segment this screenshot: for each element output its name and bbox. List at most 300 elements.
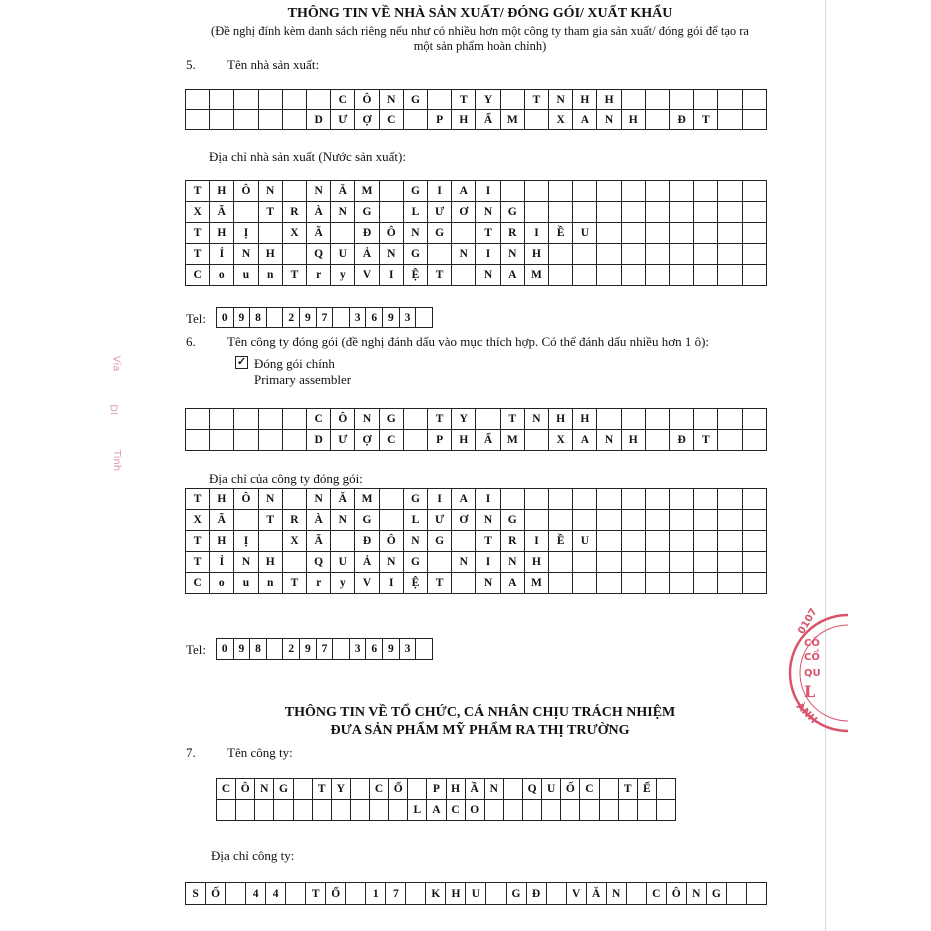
grid-cell: M bbox=[355, 181, 379, 202]
grid-cell: N bbox=[597, 110, 621, 130]
grid-cell: K bbox=[426, 883, 446, 905]
grid-cell: T bbox=[186, 223, 210, 244]
grid-cell: 6 bbox=[366, 308, 383, 328]
grid-cell bbox=[645, 489, 669, 510]
grid-cell: N bbox=[255, 779, 274, 800]
grid-cell: Đ bbox=[526, 883, 546, 905]
grid-row bbox=[186, 489, 767, 510]
grid-cell bbox=[379, 510, 403, 531]
grid-cell: N bbox=[258, 181, 282, 202]
grid-cell: T bbox=[186, 552, 210, 573]
grid-cell: Ế bbox=[637, 779, 656, 800]
grid-cell: y bbox=[331, 265, 355, 286]
grid-cell bbox=[542, 800, 561, 821]
grid-cell: U bbox=[466, 883, 486, 905]
grid-cell bbox=[452, 531, 476, 552]
grid-cell: N bbox=[403, 223, 427, 244]
grid-row bbox=[186, 244, 767, 265]
grid-cell: Ố bbox=[206, 883, 226, 905]
grid-cell: T bbox=[428, 573, 452, 594]
grid-cell: Ã bbox=[307, 223, 331, 244]
grid-cell bbox=[408, 779, 427, 800]
grid-cell: 8 bbox=[250, 639, 267, 660]
grid-cell bbox=[694, 181, 718, 202]
responsible-company-name-grid bbox=[216, 778, 676, 821]
grid-cell: Ả bbox=[355, 244, 379, 265]
grid-cell: R bbox=[500, 531, 524, 552]
grid-cell bbox=[274, 800, 293, 821]
grid-cell: N bbox=[379, 552, 403, 573]
grid-cell bbox=[500, 489, 524, 510]
grid-cell: I bbox=[476, 244, 500, 265]
grid-cell: C bbox=[646, 883, 666, 905]
grid-cell: C bbox=[370, 779, 389, 800]
grid-cell: Ă bbox=[331, 489, 355, 510]
grid-cell bbox=[234, 510, 258, 531]
grid-cell: Ô bbox=[234, 489, 258, 510]
grid-cell bbox=[694, 90, 718, 110]
grid-cell bbox=[186, 430, 210, 451]
grid-cell: Q bbox=[307, 552, 331, 573]
grid-cell: H bbox=[621, 430, 645, 451]
grid-cell bbox=[210, 430, 234, 451]
grid-cell bbox=[580, 800, 599, 821]
grid-cell: I bbox=[379, 573, 403, 594]
grid-cell: G bbox=[706, 883, 726, 905]
grid-cell: I bbox=[428, 181, 452, 202]
grid-cell bbox=[742, 202, 766, 223]
grid-cell bbox=[694, 552, 718, 573]
grid-cell bbox=[742, 181, 766, 202]
primary-assembler-checkbox[interactable]: ✓ bbox=[236, 356, 247, 368]
item5-number: 5. bbox=[186, 57, 196, 72]
grid-cell bbox=[645, 223, 669, 244]
grid-cell bbox=[258, 90, 282, 110]
grid-cell: T bbox=[694, 430, 718, 451]
stamp-text-6: ÀNH bbox=[793, 700, 819, 727]
grid-cell: N bbox=[597, 430, 621, 451]
grid-cell: Ã bbox=[307, 531, 331, 552]
grid-cell: Y bbox=[331, 779, 350, 800]
option-primary-assembler-vi: Đóng gói chính bbox=[254, 356, 335, 371]
grid-cell: À bbox=[307, 510, 331, 531]
grid-cell: Ã bbox=[210, 510, 234, 531]
grid-cell bbox=[476, 409, 500, 430]
grid-cell: N bbox=[331, 510, 355, 531]
grid-cell: H bbox=[573, 409, 597, 430]
grid-cell bbox=[621, 531, 645, 552]
grid-cell bbox=[500, 181, 524, 202]
grid-cell bbox=[524, 430, 548, 451]
grid-cell bbox=[621, 510, 645, 531]
grid-cell bbox=[742, 110, 766, 130]
margin-mark-2: Dl bbox=[107, 404, 119, 415]
grid-cell: C bbox=[379, 430, 403, 451]
margin-mark-3: Tinh bbox=[111, 449, 123, 472]
grid-cell bbox=[597, 202, 621, 223]
grid-cell bbox=[670, 552, 694, 573]
grid-cell: N bbox=[307, 489, 331, 510]
grid-cell bbox=[742, 244, 766, 265]
grid-cell bbox=[645, 244, 669, 265]
grid-cell: Ô bbox=[234, 181, 258, 202]
grid-cell: Q bbox=[307, 244, 331, 265]
grid-cell: N bbox=[452, 552, 476, 573]
grid-cell: 4 bbox=[246, 883, 266, 905]
grid-cell bbox=[718, 244, 742, 265]
grid-cell: G bbox=[274, 779, 293, 800]
grid-cell bbox=[210, 90, 234, 110]
grid-cell: C bbox=[446, 800, 465, 821]
grid-cell bbox=[621, 265, 645, 286]
grid-cell: Ô bbox=[236, 779, 255, 800]
grid-cell bbox=[549, 510, 573, 531]
grid-cell: Y bbox=[452, 409, 476, 430]
grid-cell: H bbox=[549, 409, 573, 430]
grid-cell: 9 bbox=[300, 308, 317, 328]
grid-cell bbox=[718, 90, 742, 110]
grid-cell: X bbox=[186, 510, 210, 531]
grid-cell bbox=[282, 409, 306, 430]
grid-cell: 0 bbox=[217, 308, 234, 328]
grid-cell: G bbox=[428, 223, 452, 244]
grid-cell: Ư bbox=[331, 110, 355, 130]
grid-cell bbox=[379, 489, 403, 510]
grid-cell bbox=[524, 181, 548, 202]
grid-cell bbox=[742, 430, 766, 451]
grid-cell bbox=[618, 800, 637, 821]
grid-cell bbox=[293, 779, 312, 800]
grid-cell bbox=[403, 409, 427, 430]
grid-cell: À bbox=[307, 202, 331, 223]
grid-cell: H bbox=[446, 883, 466, 905]
grid-cell bbox=[379, 181, 403, 202]
grid-cell bbox=[258, 223, 282, 244]
grid-cell: 4 bbox=[266, 883, 286, 905]
grid-cell bbox=[234, 110, 258, 130]
grid-cell bbox=[718, 489, 742, 510]
grid-cell: V bbox=[355, 265, 379, 286]
grid-cell bbox=[549, 552, 573, 573]
grid-cell bbox=[718, 573, 742, 594]
packer-name-grid bbox=[185, 408, 767, 451]
grid-cell: I bbox=[524, 531, 548, 552]
grid-cell bbox=[370, 800, 389, 821]
grid-cell bbox=[670, 409, 694, 430]
grid-cell: N bbox=[476, 573, 500, 594]
grid-cell bbox=[742, 531, 766, 552]
grid-cell bbox=[621, 489, 645, 510]
item6-number: 6. bbox=[186, 334, 196, 349]
grid-cell bbox=[694, 265, 718, 286]
grid-cell: Đ bbox=[355, 223, 379, 244]
grid-cell: T bbox=[500, 409, 524, 430]
grid-cell: M bbox=[500, 430, 524, 451]
grid-cell: D bbox=[307, 110, 331, 130]
grid-row bbox=[217, 779, 676, 800]
grid-cell: T bbox=[476, 531, 500, 552]
grid-cell bbox=[549, 489, 573, 510]
grid-cell bbox=[217, 800, 236, 821]
grid-row bbox=[186, 90, 767, 110]
grid-cell: I bbox=[476, 552, 500, 573]
grid-cell: C bbox=[379, 110, 403, 130]
grid-cell bbox=[621, 90, 645, 110]
grid-cell bbox=[597, 573, 621, 594]
grid-cell bbox=[742, 265, 766, 286]
grid-cell bbox=[428, 90, 452, 110]
grid-cell: S bbox=[186, 883, 206, 905]
grid-cell: 3 bbox=[399, 308, 416, 328]
grid-cell: H bbox=[210, 181, 234, 202]
grid-cell bbox=[573, 202, 597, 223]
item5-label: Tên nhà sản xuất: bbox=[227, 57, 320, 72]
grid-cell bbox=[694, 244, 718, 265]
grid-cell bbox=[573, 265, 597, 286]
grid-cell: U bbox=[573, 223, 597, 244]
grid-cell bbox=[597, 409, 621, 430]
grid-cell bbox=[718, 110, 742, 130]
section1-note-line1: (Đề nghị đính kèm danh sách riêng nếu như có nhiều hơn một công ty tham gia sản xuất/ đóng gói để tạo ra bbox=[211, 24, 749, 38]
grid-cell: Ơ bbox=[452, 202, 476, 223]
grid-cell: G bbox=[403, 90, 427, 110]
grid-cell bbox=[350, 779, 369, 800]
grid-cell bbox=[599, 779, 618, 800]
grid-cell bbox=[307, 90, 331, 110]
grid-cell: Ô bbox=[379, 531, 403, 552]
grid-cell bbox=[670, 573, 694, 594]
grid-cell: Ợ bbox=[355, 430, 379, 451]
company-stamp bbox=[788, 598, 828, 748]
grid-cell bbox=[549, 244, 573, 265]
grid-cell: I bbox=[524, 223, 548, 244]
stamp-text-3: CỔ bbox=[804, 652, 820, 663]
grid-cell: N bbox=[258, 489, 282, 510]
grid-cell: Đ bbox=[355, 531, 379, 552]
grid-cell: I bbox=[379, 265, 403, 286]
grid-cell bbox=[718, 531, 742, 552]
grid-cell: Ị bbox=[234, 223, 258, 244]
grid-cell: Ợ bbox=[355, 110, 379, 130]
grid-row bbox=[217, 800, 676, 821]
grid-cell: G bbox=[403, 244, 427, 265]
grid-cell: A bbox=[500, 265, 524, 286]
grid-cell: o bbox=[210, 265, 234, 286]
grid-cell: N bbox=[484, 779, 503, 800]
grid-cell bbox=[573, 181, 597, 202]
grid-cell: M bbox=[355, 489, 379, 510]
grid-cell bbox=[523, 800, 542, 821]
grid-cell: N bbox=[476, 265, 500, 286]
grid-cell: X bbox=[549, 430, 573, 451]
grid-cell: N bbox=[234, 552, 258, 573]
grid-cell bbox=[742, 573, 766, 594]
grid-cell bbox=[186, 90, 210, 110]
grid-row bbox=[186, 181, 767, 202]
grid-cell bbox=[597, 244, 621, 265]
grid-cell: P bbox=[427, 779, 446, 800]
grid-cell bbox=[621, 202, 645, 223]
grid-row bbox=[186, 573, 767, 594]
grid-cell bbox=[403, 110, 427, 130]
grid-cell bbox=[645, 90, 669, 110]
grid-cell bbox=[718, 552, 742, 573]
grid-cell: r bbox=[307, 573, 331, 594]
grid-cell bbox=[718, 265, 742, 286]
grid-cell: Ầ bbox=[465, 779, 484, 800]
grid-cell: H bbox=[573, 90, 597, 110]
grid-cell bbox=[549, 265, 573, 286]
grid-cell: I bbox=[428, 489, 452, 510]
grid-cell: C bbox=[186, 573, 210, 594]
grid-cell: T bbox=[312, 779, 331, 800]
grid-cell: Ô bbox=[331, 409, 355, 430]
grid-cell: A bbox=[452, 489, 476, 510]
grid-cell: A bbox=[452, 181, 476, 202]
grid-cell: o bbox=[210, 573, 234, 594]
grid-cell bbox=[694, 573, 718, 594]
stamp-text-1: 0107 bbox=[796, 606, 820, 637]
grid-cell: n bbox=[258, 265, 282, 286]
grid-cell: N bbox=[379, 90, 403, 110]
grid-cell bbox=[266, 639, 283, 660]
grid-cell: H bbox=[210, 223, 234, 244]
grid-cell bbox=[726, 883, 746, 905]
grid-cell: X bbox=[549, 110, 573, 130]
grid-cell: 2 bbox=[283, 308, 300, 328]
section2-title-line1: THÔNG TIN VỀ TỔ CHỨC, CÁ NHÂN CHỊU TRÁCH NHIỆM bbox=[284, 705, 676, 720]
grid-cell: H bbox=[452, 110, 476, 130]
grid-row bbox=[186, 223, 767, 244]
grid-cell: 7 bbox=[316, 639, 333, 660]
grid-cell: H bbox=[210, 531, 234, 552]
option-primary-assembler-en: Primary assembler bbox=[254, 372, 352, 387]
grid-cell bbox=[645, 110, 669, 130]
grid-cell: H bbox=[524, 244, 548, 265]
grid-cell bbox=[331, 531, 355, 552]
grid-cell: N bbox=[379, 244, 403, 265]
grid-cell bbox=[645, 265, 669, 286]
grid-cell bbox=[333, 308, 350, 328]
grid-cell: N bbox=[686, 883, 706, 905]
item6-label: Tên công ty đóng gói (đề nghị đánh dấu vào mục thích hợp. Có thể đánh dấu nhiều hơn 1 ô): bbox=[227, 334, 710, 349]
grid-cell bbox=[573, 510, 597, 531]
grid-cell: Ị bbox=[234, 531, 258, 552]
grid-cell: A bbox=[573, 430, 597, 451]
grid-cell: D bbox=[307, 430, 331, 451]
grid-cell: I bbox=[476, 489, 500, 510]
grid-cell: Ô bbox=[355, 90, 379, 110]
grid-row bbox=[186, 202, 767, 223]
grid-cell bbox=[694, 223, 718, 244]
grid-cell: 9 bbox=[383, 308, 400, 328]
grid-cell bbox=[389, 800, 408, 821]
grid-cell: 9 bbox=[233, 308, 250, 328]
grid-cell bbox=[503, 779, 522, 800]
grid-cell bbox=[403, 430, 427, 451]
grid-cell: Ă bbox=[586, 883, 606, 905]
grid-cell: H bbox=[524, 552, 548, 573]
grid-cell: Ỉ bbox=[210, 244, 234, 265]
grid-cell bbox=[621, 409, 645, 430]
grid-cell bbox=[670, 510, 694, 531]
grid-cell bbox=[645, 552, 669, 573]
grid-cell: Ư bbox=[331, 430, 355, 451]
grid-cell: 9 bbox=[300, 639, 317, 660]
grid-cell: Ã bbox=[210, 202, 234, 223]
grid-cell: U bbox=[331, 552, 355, 573]
grid-cell: Ổ bbox=[389, 779, 408, 800]
grid-cell: T bbox=[258, 202, 282, 223]
grid-cell bbox=[406, 883, 426, 905]
grid-cell bbox=[742, 223, 766, 244]
grid-cell bbox=[416, 639, 433, 660]
grid-cell: Ẩ bbox=[476, 110, 500, 130]
grid-cell bbox=[234, 90, 258, 110]
grid-cell: Y bbox=[476, 90, 500, 110]
grid-cell bbox=[293, 800, 312, 821]
grid-cell bbox=[599, 800, 618, 821]
grid-cell: Ô bbox=[666, 883, 686, 905]
grid-cell bbox=[210, 409, 234, 430]
grid-cell: C bbox=[186, 265, 210, 286]
grid-cell: R bbox=[500, 223, 524, 244]
grid-cell: 8 bbox=[250, 308, 267, 328]
grid-row bbox=[186, 409, 767, 430]
grid-cell: C bbox=[580, 779, 599, 800]
grid-cell: N bbox=[355, 409, 379, 430]
grid-cell: N bbox=[234, 244, 258, 265]
grid-cell bbox=[258, 430, 282, 451]
grid-cell bbox=[621, 552, 645, 573]
grid-cell: O bbox=[465, 800, 484, 821]
grid-cell bbox=[486, 883, 506, 905]
grid-cell: R bbox=[282, 202, 306, 223]
packer-tel-grid bbox=[216, 638, 433, 660]
grid-cell: N bbox=[524, 409, 548, 430]
grid-cell: U bbox=[542, 779, 561, 800]
grid-cell: T bbox=[306, 883, 326, 905]
grid-cell bbox=[549, 573, 573, 594]
grid-cell: G bbox=[403, 489, 427, 510]
grid-cell bbox=[258, 110, 282, 130]
grid-cell: Ă bbox=[331, 181, 355, 202]
grid-cell bbox=[645, 409, 669, 430]
grid-row bbox=[186, 531, 767, 552]
grid-cell bbox=[597, 181, 621, 202]
grid-cell bbox=[573, 573, 597, 594]
grid-cell: 9 bbox=[233, 639, 250, 660]
manufacturer-address-grid bbox=[185, 180, 767, 286]
grid-cell: G bbox=[403, 181, 427, 202]
grid-cell bbox=[234, 409, 258, 430]
grid-cell: Ề bbox=[549, 223, 573, 244]
grid-cell: T bbox=[428, 265, 452, 286]
grid-cell bbox=[645, 510, 669, 531]
grid-cell bbox=[670, 531, 694, 552]
grid-cell: A bbox=[500, 573, 524, 594]
grid-cell bbox=[645, 573, 669, 594]
grid-cell bbox=[266, 308, 283, 328]
grid-cell: Ệ bbox=[403, 265, 427, 286]
grid-cell: Ố bbox=[561, 779, 580, 800]
grid-cell bbox=[718, 430, 742, 451]
grid-cell: G bbox=[428, 531, 452, 552]
grid-cell bbox=[645, 181, 669, 202]
manufacturer-name-grid bbox=[185, 89, 767, 130]
grid-row bbox=[186, 510, 767, 531]
grid-cell: T bbox=[476, 223, 500, 244]
